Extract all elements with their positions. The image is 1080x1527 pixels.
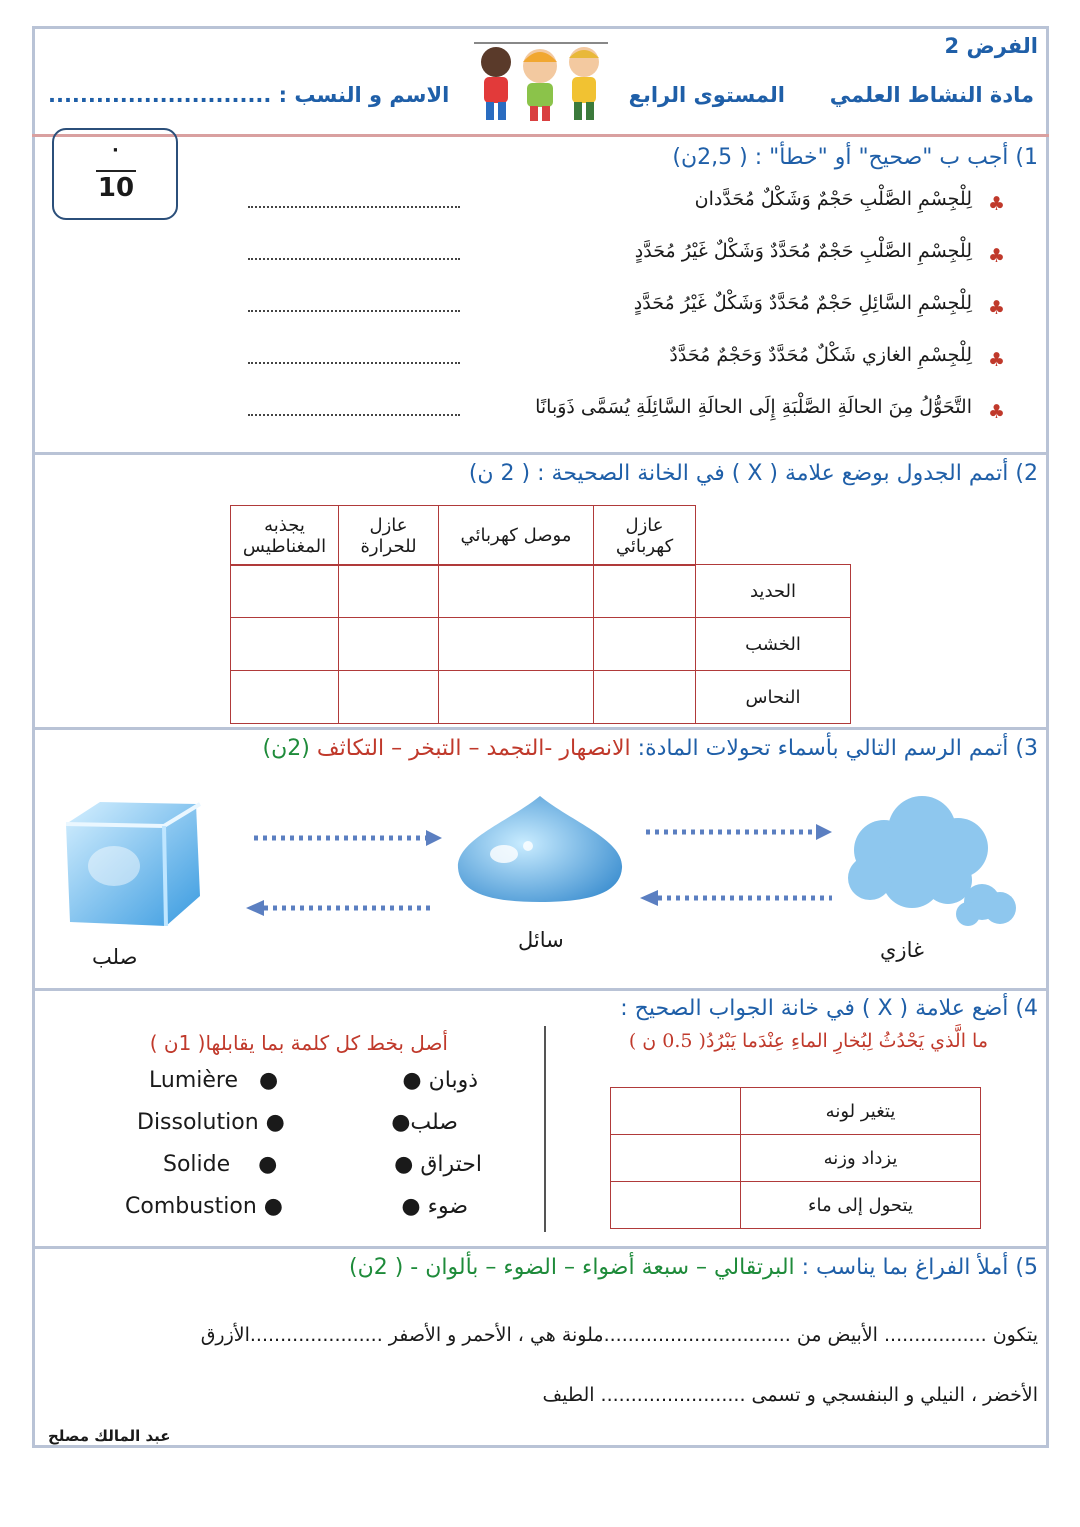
answer-cell[interactable]: [594, 565, 696, 618]
match-dot[interactable]: ●: [265, 1110, 285, 1135]
match-word-ar: احتراق: [420, 1152, 482, 1177]
table-row: [231, 565, 851, 618]
col-header: عازل كهربائي: [594, 506, 696, 566]
answer-cell[interactable]: [611, 1088, 741, 1135]
answer-cell[interactable]: [231, 671, 339, 724]
table-row: [611, 1182, 981, 1229]
club-bullet-icon: ♣: [987, 297, 1005, 319]
table-row: [611, 1135, 981, 1182]
match-dot[interactable]: ●: [394, 1152, 414, 1177]
name-field[interactable]: الاسم و النسب : ............................: [48, 83, 450, 107]
score-total: 10: [97, 173, 135, 203]
q3-title-main: 3) أتمم الرسم التالي بأسماء تحولات المادة:: [630, 736, 1038, 761]
match-word-ar: صلب: [410, 1110, 458, 1135]
q5-title: [349, 1255, 1038, 1280]
q3-title: [263, 736, 1038, 761]
section-divider: [32, 727, 1049, 730]
arrow-right-icon: [426, 830, 442, 846]
arrow-left-icon: [640, 890, 658, 906]
header-divider: [32, 134, 1049, 137]
section-divider: [32, 988, 1049, 991]
q5-line-2[interactable]: الأخضر ، النيلي و البنفسجي و تسمى ........................ الطيف: [542, 1384, 1038, 1406]
q1-title: 1) أجب ب "صحيح" أو "خطأ" : ( 2,5ن): [672, 145, 1038, 170]
answer-cell[interactable]: [439, 565, 594, 618]
gas-label: غازي: [880, 938, 924, 962]
cloud-icon: [836, 792, 1026, 932]
answer-cell[interactable]: [439, 618, 594, 671]
match-item-fr: [149, 1068, 278, 1093]
match-dot[interactable]: ●: [391, 1110, 411, 1135]
children-illustration: [472, 40, 612, 124]
match-dot[interactable]: ●: [258, 1068, 279, 1093]
liquid-label: سائل: [518, 928, 564, 952]
option-label: يتحول إلى ماء: [741, 1182, 981, 1229]
q1-item: لِلْجِسْمِ الصَّلْبِ حَجْمٌ مُحَدَّدٌ وَشَكْلٌ غَيْرُ مُحَدَّدٍ: [634, 240, 972, 262]
match-dot[interactable]: ●: [402, 1068, 422, 1093]
match-item-ar: [394, 1152, 482, 1177]
club-bullet-icon: ♣: [987, 193, 1005, 215]
answer-cell[interactable]: [339, 618, 439, 671]
match-item-ar: [391, 1110, 458, 1135]
table-row: [231, 618, 851, 671]
answer-cell[interactable]: [339, 565, 439, 618]
match-dot[interactable]: ●: [263, 1194, 283, 1219]
answer-blank[interactable]: [248, 362, 460, 364]
author-name: عبد المالك مصلح: [48, 1427, 171, 1445]
match-item-fr: [163, 1152, 277, 1177]
arrow-left-icon: [246, 900, 264, 916]
ice-cube-icon: [56, 796, 204, 932]
q2-table: [230, 564, 851, 724]
match-word-fr: Dissolution: [137, 1110, 259, 1135]
level-label: المستوى الرابع: [628, 83, 785, 107]
answer-cell[interactable]: [594, 618, 696, 671]
q1-item: لِلْجِسْمِ السَّائِلِ حَجْمٌ مُحَدَّدٌ وَشَكْلٌ غَيْرُ مُحَدَّدٍ: [633, 292, 972, 314]
table-row: [231, 671, 851, 724]
q4-column-divider: [544, 1026, 546, 1232]
answer-cell[interactable]: [611, 1182, 741, 1229]
answer-cell[interactable]: [439, 671, 594, 724]
match-word-fr: Lumière: [149, 1068, 238, 1093]
q1-item: لِلْجِسْمِ الغازي شَكْلٌ مُحَدَّدٌ وَحَجْمٌ مُحَدَّدٌ: [669, 344, 972, 366]
match-word-ar: ضوء: [427, 1194, 468, 1219]
answer-blank[interactable]: [248, 258, 460, 260]
q2-header-table: [230, 505, 696, 566]
section-divider: [32, 1246, 1049, 1249]
water-drop-icon: [452, 792, 628, 904]
option-label: يزداد وزنه: [741, 1135, 981, 1182]
row-label: الحديد: [696, 565, 851, 618]
option-label: يتغير لونه: [741, 1088, 981, 1135]
answer-blank[interactable]: [248, 310, 460, 312]
answer-cell[interactable]: [231, 565, 339, 618]
row-label: الخشب: [696, 618, 851, 671]
club-bullet-icon: ♣: [987, 401, 1005, 423]
subject-label: مادة النشاط العلمي: [829, 83, 1034, 107]
q4-title: 4) أضع علامة ( X ) في خانة الجواب الصحيح :: [620, 996, 1038, 1021]
club-bullet-icon: ♣: [987, 245, 1005, 267]
match-item-fr: [137, 1110, 285, 1135]
col-header: عازل للحرارة: [339, 506, 439, 566]
q5-line-1[interactable]: يتكون ................. الأبيض من ...............................ملونة هي ، الأحمر و الأصفر ......................الأزرق: [200, 1324, 1038, 1346]
arrow-right-icon: [816, 824, 832, 840]
q4-options-table: [610, 1087, 981, 1229]
arrows-solid-liquid: [240, 822, 450, 922]
answer-cell[interactable]: [231, 618, 339, 671]
score-dot: ·: [112, 140, 119, 161]
match-word-fr: Solide: [163, 1152, 231, 1177]
match-word-ar: ذوبان: [428, 1068, 478, 1093]
answer-cell[interactable]: [611, 1135, 741, 1182]
q3-title-points: (2ن): [262, 736, 310, 761]
match-item-ar: [402, 1068, 478, 1093]
club-bullet-icon: ♣: [987, 349, 1005, 371]
score-box: [52, 128, 178, 220]
solid-label: صلب: [92, 945, 138, 969]
arrows-liquid-gas: [636, 818, 836, 910]
answer-cell[interactable]: [339, 671, 439, 724]
score-fraction-line: [96, 170, 136, 172]
q2-title: 2) أتمم الجدول بوضع علامة ( X ) في الخانة الصحيحة : ( 2 ن): [468, 461, 1038, 486]
table-row: [611, 1088, 981, 1135]
match-word-fr: Combustion: [125, 1194, 257, 1219]
match-title: أصل بخط كل كلمة بما يقابلها( 1ن ): [149, 1031, 448, 1055]
q1-item: لِلْجِسْمِ الصَّلْبِ حَجْمٌ وَشَكْلٌ مُحَدَّدان: [694, 188, 972, 210]
match-item-ar: [401, 1194, 468, 1219]
row-label: النحاس: [696, 671, 851, 724]
q5-title-main: 5) أملأ الفراغ بما يناسب :: [794, 1255, 1038, 1280]
match-dot[interactable]: ●: [401, 1194, 421, 1219]
section-divider: [32, 452, 1049, 455]
col-header: موصل كهربائي: [439, 506, 594, 566]
answer-cell[interactable]: [594, 671, 696, 724]
q3-title-words: الانصهار -التجمد – التبخر – التكاثف: [309, 736, 631, 761]
match-dot[interactable]: ●: [258, 1152, 278, 1177]
q5-words: البرتقالي – سبعة أضواء – الضوء – بألوان - ( 2ن): [348, 1255, 795, 1280]
q1-item: التَّحَوُّلُ مِنَ الحالَةِ الصَّلْبَةِ إِلَى الحالَةِ السَّائِلَةِ يُسَمَّى ذَوَبانًا: [535, 396, 972, 418]
answer-blank[interactable]: [248, 206, 460, 208]
match-item-fr: [125, 1194, 283, 1219]
q4-question: ما الَّذي يَحْدُثُ لِبُخارِ الماءِ عِنْدَما يَبْرُدُ( 0.5 ن ): [628, 1030, 988, 1052]
exam-title: الفرض 2: [944, 34, 1038, 58]
col-header: يجذبه المغناطيس: [231, 506, 339, 566]
answer-blank[interactable]: [248, 414, 460, 416]
